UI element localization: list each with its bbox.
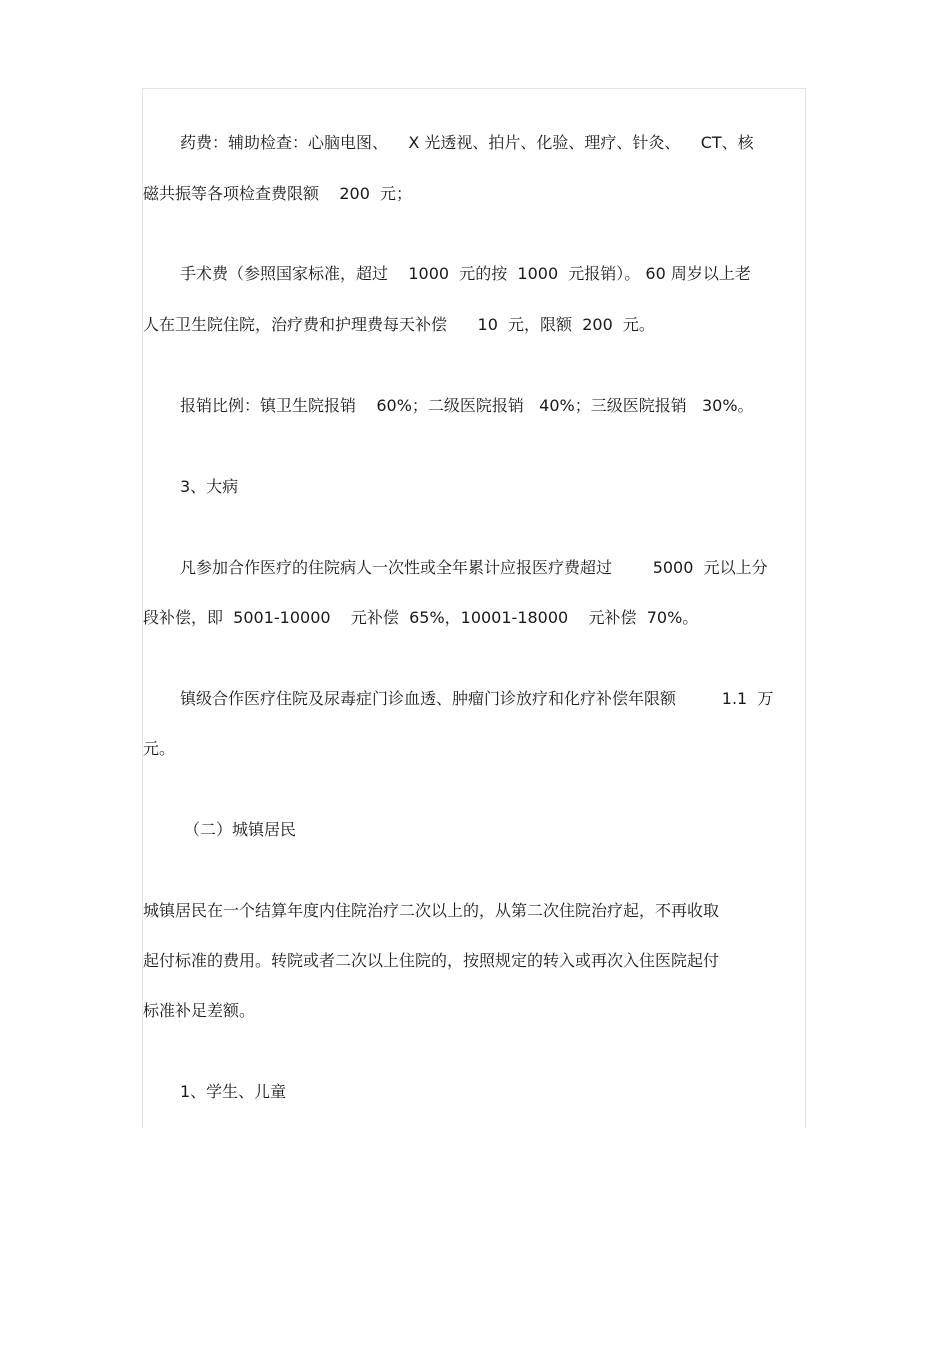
heading-serious-illness: 3、大病 bbox=[180, 477, 239, 496]
paragraph-reimbursement-ratio: 报销比例：镇卫生院报销 60%；二级医院报销 40%；三级医院报销 30%。 bbox=[180, 396, 754, 415]
paragraph-drug-fees-line-1: 药费：辅助检查：心脑电图、 X 光透视、拍片、化验、理疗、针灸、 CT、核 bbox=[180, 133, 754, 152]
heading-urban-residents: （二）城镇居民 bbox=[184, 820, 297, 839]
paragraph-surgery-line-2: 人在卫生院住院，治疗费和护理费每天补偿 10 元，限额 200 元。 bbox=[143, 315, 655, 334]
heading-students-children: 1、学生、儿童 bbox=[180, 1082, 287, 1101]
paragraph-serious-illness-line-2: 段补偿，即 5001-10000 元补偿 65%，10001-18000 元补偿 70%。 bbox=[143, 608, 699, 627]
paragraph-annual-limit-line-1: 镇级合作医疗住院及尿毒症门诊血透、肿瘤门诊放疗和化疗补偿年限额 1.1 万 bbox=[180, 689, 774, 708]
paragraph-annual-limit-line-2: 元。 bbox=[143, 739, 176, 758]
paragraph-serious-illness-line-1: 凡参加合作医疗的住院病人一次性或全年累计应报医疗费超过 5000 元以上分 bbox=[180, 558, 768, 577]
paragraph-urban-residents-line-3: 标准补足差额。 bbox=[143, 1001, 256, 1020]
paragraph-drug-fees-line-2: 磁共振等各项检查费限额 200 元； bbox=[143, 184, 413, 203]
paragraph-urban-residents-line-1: 城镇居民在一个结算年度内住院治疗二次以上的，从第二次住院治疗起，不再收取 bbox=[143, 901, 720, 920]
paragraph-urban-residents-line-2: 起付标准的费用。转院或者二次以上住院的，按照规定的转入或再次入住医院起付 bbox=[143, 951, 720, 970]
paragraph-surgery-line-1: 手术费（参照国家标准，超过 1000 元的按 1000 元报销）。 60 周岁以上老 bbox=[180, 264, 751, 283]
